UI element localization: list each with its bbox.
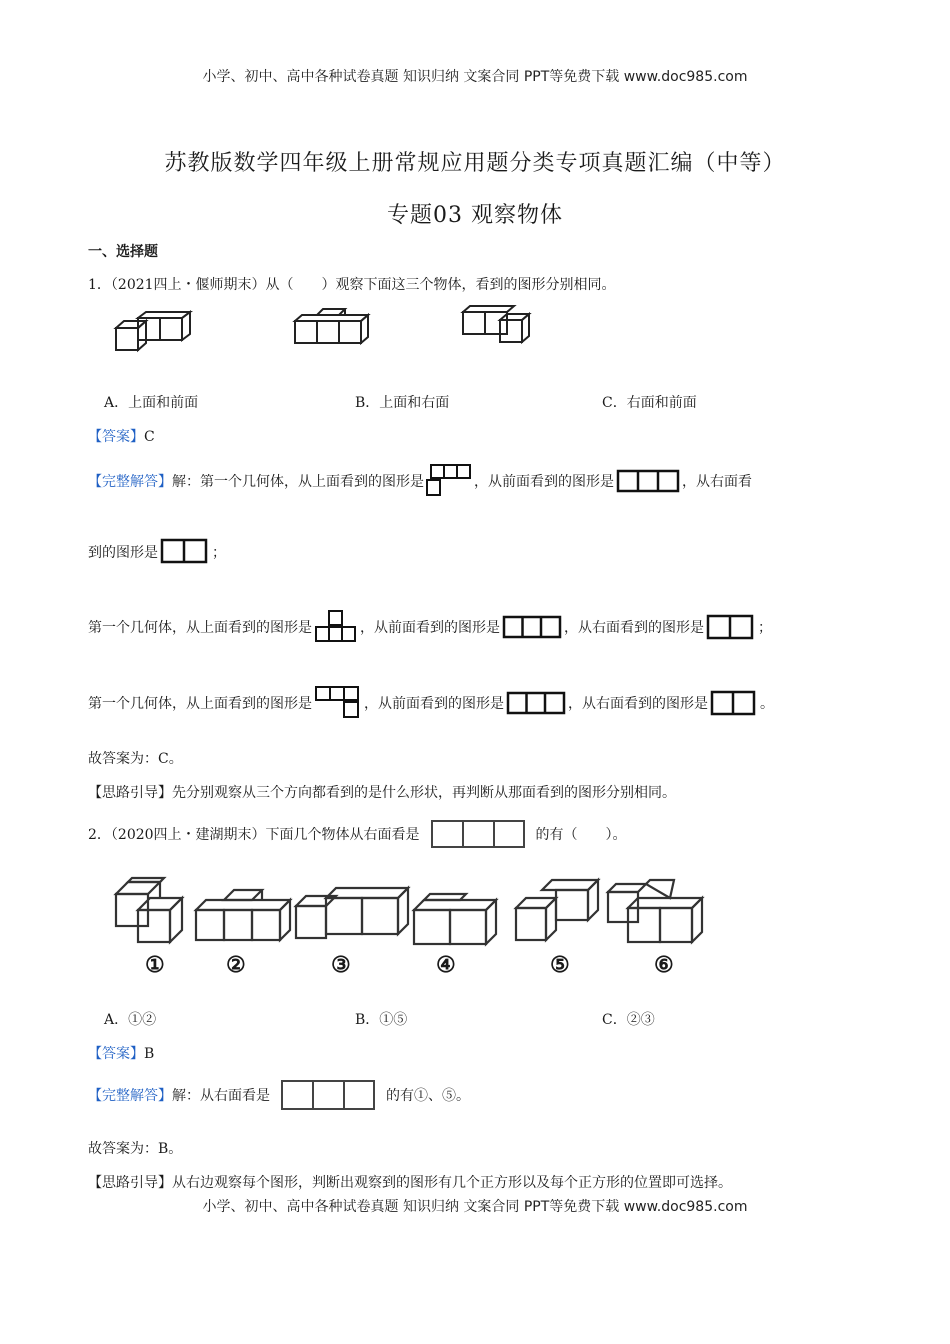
- solution-tag: 【完整解答】: [88, 474, 172, 490]
- solution-text: 到的图形是: [88, 545, 158, 561]
- solution-text: ；: [212, 545, 226, 561]
- q2-figure-2: [192, 884, 292, 946]
- q2-figure-5: [512, 876, 604, 944]
- q2-option-a: A．①②: [104, 1012, 157, 1028]
- hint-text: 从右边观察每个图形，判断出观察到的图形有几个正方形以及每个正方形的位置即可选择。: [172, 1175, 732, 1191]
- shape-right-view-2: [706, 613, 756, 641]
- q1-figure-2: [290, 305, 370, 350]
- q2-solution: [88, 1072, 470, 1118]
- answer-tag: 【答案】: [88, 1046, 144, 1062]
- page-title: 苏教版数学四年级上册常规应用题分类专项真题汇编（中等）: [164, 151, 786, 176]
- q1-solution-line-2: [88, 530, 226, 574]
- solution-text: 。: [760, 696, 774, 712]
- q1-solution-line-4: [88, 680, 774, 726]
- q1-hint: [88, 782, 676, 802]
- solution-text: 的有①、⑤。: [386, 1088, 470, 1104]
- q2-label-2: ②: [226, 952, 246, 978]
- shape-front-view-3: [506, 690, 566, 716]
- section-heading: 一、选择题: [88, 244, 158, 260]
- solution-text: 第一个几何体，从上面看到的图形是: [88, 620, 312, 636]
- q2-conclusion: 故答案为：B。: [88, 1141, 183, 1157]
- hint-text: 先分别观察从三个方向都看到的是什么形状，再判断从那面看到的图形分别相同。: [172, 785, 676, 801]
- hint-tag: 【思路引导】: [88, 785, 172, 801]
- q2-label-1: ①: [145, 952, 165, 978]
- answer-value: B: [144, 1046, 155, 1062]
- shape-front-view-1: [616, 468, 680, 494]
- q2-stem-text: 的有（ ）。: [535, 827, 627, 843]
- page-footer: 小学、初中、高中各种试卷真题 知识归纳 文案合同 PPT等免费下载 www.doc985.com: [202, 1199, 748, 1215]
- shape-target-view: [430, 819, 526, 849]
- solution-text: 第一个几何体，从上面看到的图形是: [88, 696, 312, 712]
- q1-option-b: B．上面和右面: [355, 395, 450, 411]
- solution-text: ；: [758, 620, 772, 636]
- q1-solution-line-1: [88, 456, 752, 506]
- q1-conclusion: 故答案为：C。: [88, 751, 183, 767]
- q2-label-4: ④: [436, 952, 456, 978]
- shape-right-view-1: [160, 537, 210, 567]
- q2-figure-1: [110, 872, 192, 944]
- q1-figure-3: [458, 302, 543, 347]
- solution-text: ，从前面看到的图形是: [474, 474, 614, 490]
- q2-label-3: ③: [331, 952, 351, 978]
- shape-top-view-3: [314, 685, 362, 721]
- q2-label-5: ⑤: [550, 952, 570, 978]
- q2-option-c: C．②③: [602, 1012, 655, 1028]
- q1-stem: 1．（2021四上・偃师期末）从（ ）观察下面这三个物体，看到的图形分别相同。: [88, 277, 616, 293]
- answer-value: C: [144, 429, 155, 445]
- solution-text: ，从右面看到的图形是: [568, 696, 708, 712]
- shape-top-view-2: [314, 609, 358, 645]
- q2-label-6: ⑥: [654, 952, 674, 978]
- solution-tag: 【完整解答】: [88, 1088, 172, 1104]
- q1-option-a: A．上面和前面: [104, 395, 199, 411]
- q2-figure-4: [410, 886, 502, 948]
- q2-answer: [88, 1043, 154, 1063]
- shape-front-view-2: [502, 614, 562, 640]
- shape-right-view-3: [710, 689, 758, 717]
- hint-tag: 【思路引导】: [88, 1175, 172, 1191]
- solution-text: 解：从右面看是: [172, 1088, 270, 1104]
- shape-top-view-1: [426, 463, 472, 499]
- q1-answer: [88, 426, 155, 446]
- q2-figure-6: [604, 876, 704, 946]
- q2-option-b: B．①⑤: [355, 1012, 408, 1028]
- shape-right-view-answer: [280, 1079, 376, 1111]
- solution-text: ，从右面看到的图形是: [564, 620, 704, 636]
- solution-text: ，从右面看: [682, 474, 752, 490]
- q2-stem: [88, 818, 627, 850]
- q2-stem-text: 2．（2020四上・建湖期末）下面几个物体从右面看是: [88, 827, 420, 843]
- solution-text: ，从前面看到的图形是: [364, 696, 504, 712]
- answer-tag: 【答案】: [88, 429, 144, 445]
- q1-solution-line-3: [88, 604, 772, 650]
- page-header: 小学、初中、高中各种试卷真题 知识归纳 文案合同 PPT等免费下载 www.doc985.com: [202, 69, 748, 85]
- q2-hint: [88, 1172, 732, 1192]
- q1-option-c: C．右面和前面: [602, 395, 697, 411]
- solution-text: ，从前面看到的图形是: [360, 620, 500, 636]
- q2-figure-3: [292, 880, 412, 944]
- page-subtitle: 专题03 观察物体: [387, 203, 563, 228]
- q1-figure-1: [110, 310, 205, 355]
- solution-text: 解：第一个几何体，从上面看到的图形是: [172, 474, 424, 490]
